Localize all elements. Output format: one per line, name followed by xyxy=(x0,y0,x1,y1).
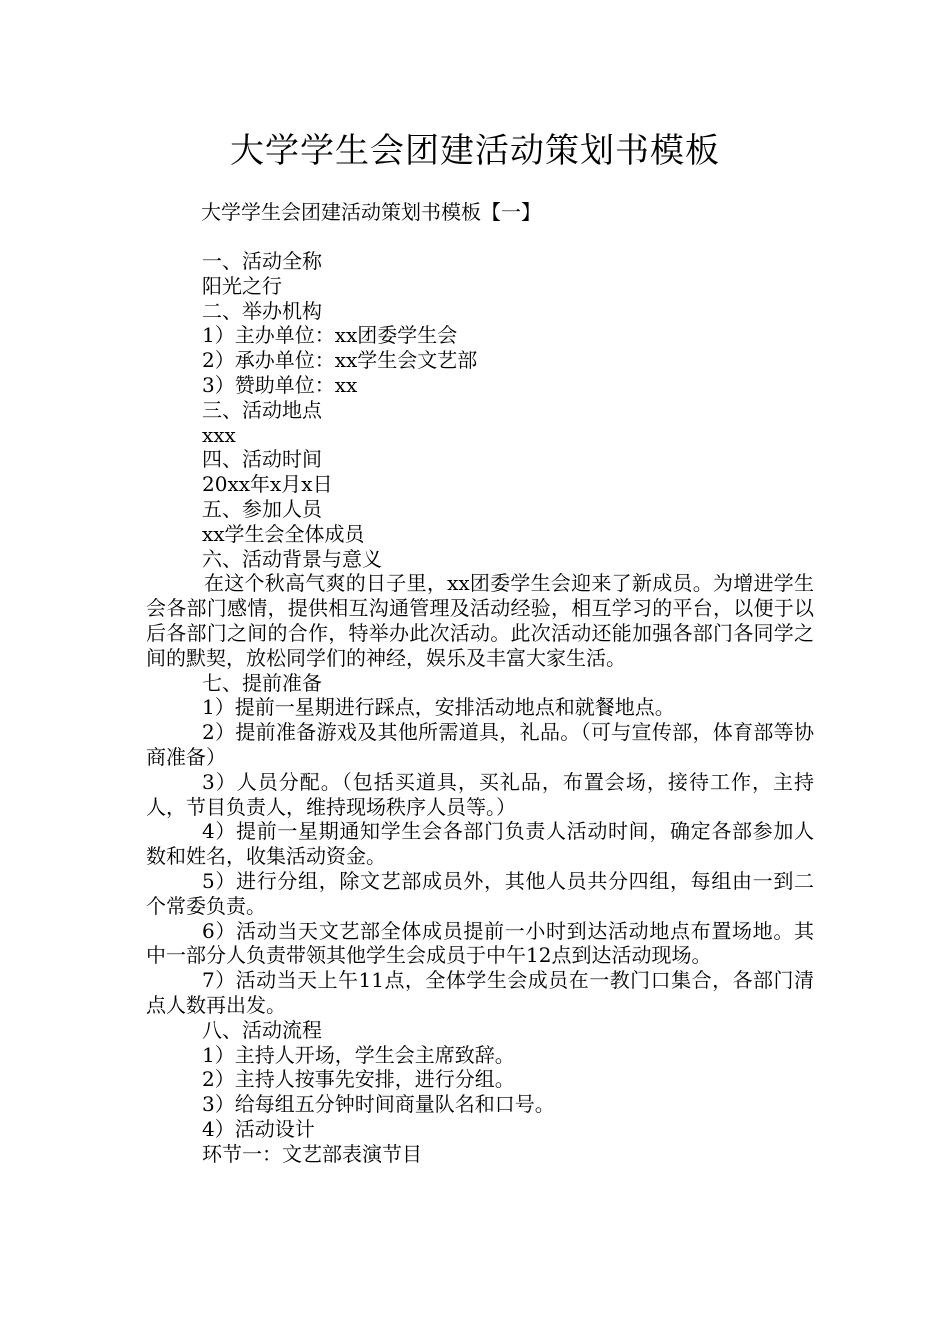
background-paragraph: 在这个秋高气爽的日子里，xx团委学生会迎来了新成员。为增进学生会各部门感情，提供相互沟通管理及活动经验，相互学习的平台，以便于以后各部门之间的合作，特举办此次活动。此次活动还能加强各部门各同学之间的默契，放松同学们的神经，娱乐及丰富大家生活。 xyxy=(146,571,814,670)
preparation-item: 4）提前一星期通知学生会各部门负责人活动时间，确定各部参加人数和姓名，收集活动资金。 xyxy=(146,819,814,869)
organizer-host: 1）主办单位：xx团委学生会 xyxy=(202,323,458,348)
preparation-item: 3）人员分配。（包括买道具，买礼品，布置会场，接待工作，主持人，节目负责人，维持现场秩序人员等。） xyxy=(146,769,814,819)
section-heading-time: 四、活动时间 xyxy=(202,447,322,472)
section-heading-background: 六、活动背景与意义 xyxy=(202,546,382,571)
preparation-item: 5）进行分组，除文艺部成员外，其他人员共分四组，每组由一到二个常委负责。 xyxy=(146,868,814,918)
process-item: 4）活动设计 xyxy=(202,1116,315,1141)
activity-name: 阳光之行 xyxy=(202,273,282,298)
section-heading-organizers: 二、举办机构 xyxy=(202,298,322,323)
document-subtitle: 大学学生会团建活动策划书模板【一】 xyxy=(201,200,541,224)
preparation-item: 6）活动当天文艺部全体成员提前一小时到达活动地点布置场地。其中一部分人负责带领其他学生会成员于中午12点到达活动现场。 xyxy=(146,918,814,968)
section-heading-participants: 五、参加人员 xyxy=(202,496,322,521)
section-heading-location: 三、活动地点 xyxy=(202,397,322,422)
activity-location: xxx xyxy=(202,422,236,447)
process-item: 3）给每组五分钟时间商量队名和口号。 xyxy=(202,1092,555,1117)
activity-time: 20xx年x月x日 xyxy=(202,472,333,497)
organizer-sponsor: 3）赞助单位：xx xyxy=(202,372,358,397)
preparation-item: 2）提前准备游戏及其他所需道具，礼品。（可与宣传部，体育部等协商准备） xyxy=(146,720,814,769)
section-heading-preparation: 七、提前准备 xyxy=(202,670,322,695)
section-heading-name: 一、活动全称 xyxy=(202,249,322,273)
process-item: 环节一：文艺部表演节目 xyxy=(202,1141,422,1166)
process-item: 1）主持人开场，学生会主席致辞。 xyxy=(202,1042,515,1067)
document-body xyxy=(146,249,814,1166)
document-title: 大学学生会团建活动策划书模板 xyxy=(230,131,720,171)
preparation-item: 1）提前一星期进行踩点，安排活动地点和就餐地点。 xyxy=(202,695,675,720)
activity-participants: xx学生会全体成员 xyxy=(202,521,365,546)
preparation-item: 7）活动当天上午11点，全体学生会成员在一教门口集合，各部门清点人数再出发。 xyxy=(146,968,814,1017)
process-item: 2）主持人按事先安排，进行分组。 xyxy=(202,1067,515,1092)
organizer-undertaker: 2）承办单位：xx学生会文艺部 xyxy=(202,348,478,373)
section-heading-process: 八、活动流程 xyxy=(202,1017,322,1042)
